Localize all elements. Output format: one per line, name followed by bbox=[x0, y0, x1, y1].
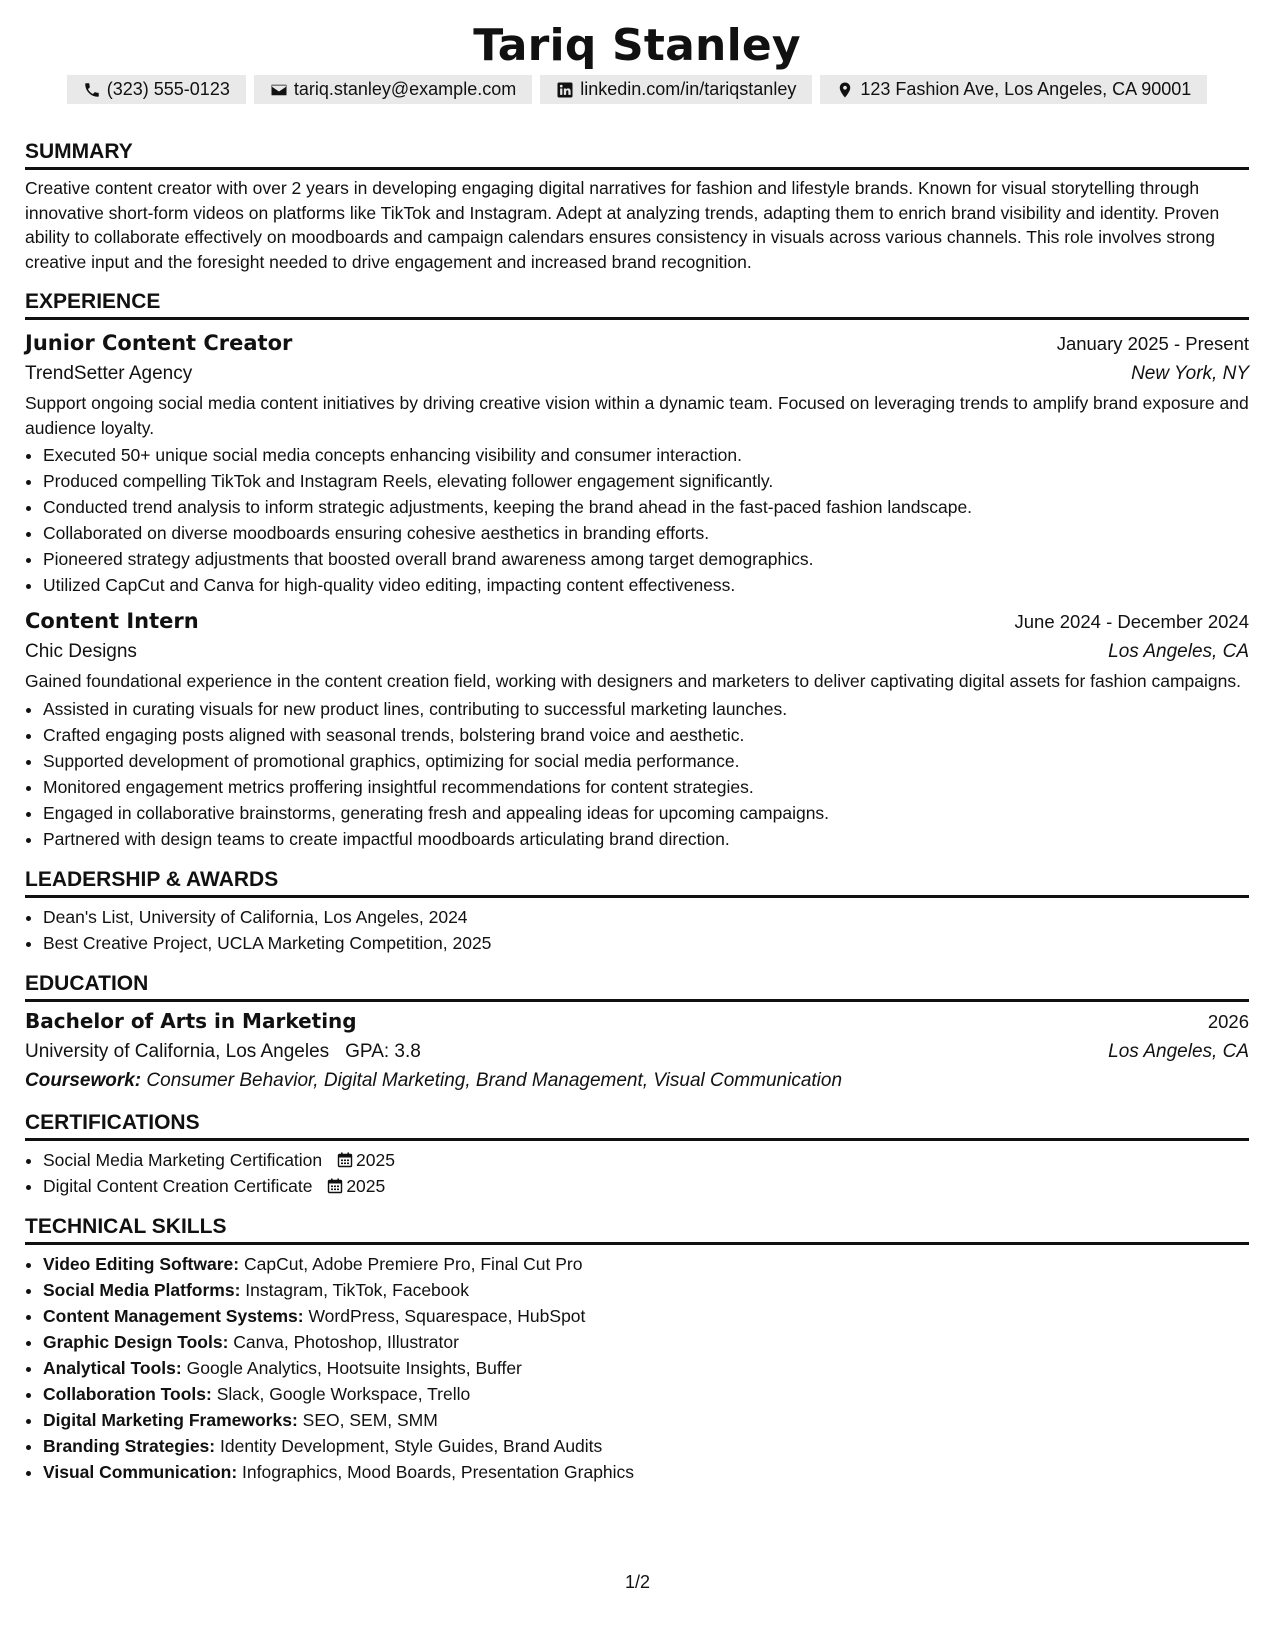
list-item: • Executed 50+ unique social media concepts enhancing visibility and consumer interaction. bbox=[43, 442, 1249, 468]
skill-value: Canva, Photoshop, Illustrator bbox=[233, 1331, 459, 1352]
coursework-label: Coursework: bbox=[25, 1069, 142, 1091]
contact-email[interactable] bbox=[254, 75, 532, 104]
phone-icon bbox=[83, 81, 101, 99]
calendar-icon bbox=[327, 1178, 343, 1194]
skill-value: Slack, Google Workspace, Trello bbox=[216, 1383, 471, 1404]
skill-value: Google Analytics, Hootsuite Insights, Buffer bbox=[186, 1357, 522, 1378]
skill-label: Social Media Platforms: bbox=[43, 1279, 241, 1300]
certifications-heading: CERTIFICATIONS bbox=[25, 1109, 1249, 1141]
list-item: • Crafted engaging posts aligned with seasonal trends, bolstering brand voice and aesthetic. bbox=[43, 722, 1249, 748]
list-item bbox=[43, 1303, 1249, 1329]
gpa: GPA: 3.8 bbox=[345, 1040, 421, 1062]
list-item: • Best Creative Project, UCLA Marketing Competition, 2025 bbox=[43, 930, 1249, 956]
email-icon bbox=[270, 81, 288, 99]
calendar-icon bbox=[337, 1152, 353, 1168]
list-item: • Supported development of promotional graphics, optimizing for social media performance. bbox=[43, 748, 1249, 774]
job-bullets bbox=[25, 696, 1249, 852]
degree-title: Bachelor of Arts in Marketing bbox=[25, 1008, 357, 1033]
school-name: University of California, Los Angeles bbox=[25, 1040, 330, 1062]
job-description: Support ongoing social media content initiatives by driving creative vision within a dynamic team. Focused on leveraging trends to amplify brand exposure and audience loyalty. bbox=[25, 393, 1249, 438]
summary-heading: SUMMARY bbox=[25, 138, 1249, 170]
list-item: • Assisted in curating visuals for new product lines, contributing to successful marketing launches. bbox=[43, 696, 1249, 722]
list-item bbox=[43, 1433, 1249, 1459]
skills-heading: TECHNICAL SKILLS bbox=[25, 1213, 1249, 1245]
page-number: 1/2 bbox=[624, 1572, 651, 1592]
awards-section bbox=[25, 866, 1249, 956]
list-item: • Produced compelling TikTok and Instagram Reels, elevating follower engagement significantly. bbox=[43, 468, 1249, 494]
job-entry bbox=[25, 328, 1249, 598]
candidate-name: Tariq Stanley bbox=[473, 20, 801, 71]
skill-value: CapCut, Adobe Premiere Pro, Final Cut Pro bbox=[243, 1253, 583, 1274]
contact-linkedin[interactable] bbox=[540, 75, 812, 104]
skill-label: Visual Communication: bbox=[43, 1461, 238, 1482]
skill-label: Video Editing Software: bbox=[43, 1253, 240, 1274]
coursework bbox=[25, 1067, 1249, 1095]
certification-year: 2025 bbox=[356, 1149, 395, 1170]
job-title: Content Intern bbox=[25, 609, 199, 633]
list-item: • Utilized CapCut and Canva for high-quality video editing, impacting content effectiveness. bbox=[43, 572, 1249, 598]
job-dates: January 2025 - Present bbox=[1056, 333, 1249, 354]
job-location: Los Angeles, CA bbox=[1108, 641, 1249, 662]
contact-phone-text: (323) 555-0123 bbox=[106, 79, 230, 99]
job-dates: June 2024 - December 2024 bbox=[1014, 611, 1249, 632]
contact-address bbox=[820, 75, 1207, 104]
skill-value: SEO, SEM, SMM bbox=[302, 1409, 438, 1430]
awards-heading: LEADERSHIP & AWARDS bbox=[25, 866, 1249, 898]
skill-value: Identity Development, Style Guides, Brand Audits bbox=[220, 1435, 603, 1456]
skill-label: Digital Marketing Frameworks: bbox=[43, 1409, 298, 1430]
skill-label: Content Management Systems: bbox=[43, 1305, 304, 1326]
job-description: Gained foundational experience in the content creation field, working with designers and marketers to deliver captivating digital assets for fashion campaigns. bbox=[25, 671, 1241, 691]
contact-address-text: 123 Fashion Ave, Los Angeles, CA 90001 bbox=[860, 79, 1192, 99]
list-item: • Monitored engagement metrics proffering insightful recommendations for content strategies. bbox=[43, 774, 1249, 800]
location-icon bbox=[836, 81, 854, 99]
skill-label: Branding Strategies: bbox=[43, 1435, 216, 1456]
job-entry bbox=[25, 606, 1249, 852]
list-item: • Engaged in collaborative brainstorms, generating fresh and appealing ideas for upcoming campaigns. bbox=[43, 800, 1249, 826]
list-item bbox=[43, 1407, 1249, 1433]
skill-label: Collaboration Tools: bbox=[43, 1383, 212, 1404]
job-company: TrendSetter Agency bbox=[25, 363, 193, 384]
linkedin-icon bbox=[556, 81, 574, 99]
summary-text: Creative content creator with over 2 years in developing engaging digital narratives for fashion and lifestyle brands. Known for visual storytelling through innovative short-form videos on platforms like TikTok and Instagram. Adept at analyzing trends, adapting them to enrich brand visibility and identity. Proven ability to collaborate effectively on moodboards and campaign calendars ensures consistency in visuals across various channels. This role involves strong creative input and the foresight needed to drive engagement and increased brand recognition. bbox=[25, 178, 1220, 272]
list-item bbox=[43, 1173, 1249, 1199]
contact-email-text: tariq.stanley@example.com bbox=[293, 79, 517, 99]
list-item bbox=[43, 1459, 1249, 1485]
education-section bbox=[25, 970, 1249, 1095]
skill-value: Infographics, Mood Boards, Presentation Graphics bbox=[242, 1461, 635, 1482]
list-item: • Pioneered strategy adjustments that boosted overall brand awareness among target demographics. bbox=[43, 546, 1249, 572]
resume-page bbox=[25, 20, 1249, 1485]
certification-name: Social Media Marketing Certification bbox=[43, 1149, 323, 1170]
contact-bar bbox=[25, 75, 1249, 104]
summary-section bbox=[25, 138, 1249, 274]
school-location: Los Angeles, CA bbox=[1108, 1040, 1249, 1062]
job-bullets bbox=[25, 442, 1249, 598]
awards-list bbox=[25, 904, 1249, 956]
list-item bbox=[43, 1355, 1249, 1381]
list-item bbox=[43, 1381, 1249, 1407]
list-item: • Partnered with design teams to create impactful moodboards articulating brand direction. bbox=[43, 826, 1249, 852]
list-item: • Collaborated on diverse moodboards ensuring cohesive aesthetics in branding efforts. bbox=[43, 520, 1249, 546]
list-item bbox=[43, 1147, 1249, 1173]
skill-label: Graphic Design Tools: bbox=[43, 1331, 229, 1352]
list-item: • Dean's List, University of California, Los Angeles, 2024 bbox=[43, 904, 1249, 930]
skill-value: WordPress, Squarespace, HubSpot bbox=[308, 1305, 586, 1326]
skills-section bbox=[25, 1213, 1249, 1485]
list-item bbox=[43, 1251, 1249, 1277]
certification-name: Digital Content Creation Certificate bbox=[43, 1175, 313, 1196]
skill-label: Analytical Tools: bbox=[43, 1357, 182, 1378]
contact-linkedin-text: linkedin.com/in/tariqstanley bbox=[580, 79, 797, 99]
certifications-list bbox=[25, 1147, 1249, 1199]
contact-phone[interactable] bbox=[67, 75, 246, 104]
certifications-section bbox=[25, 1109, 1249, 1199]
coursework-list: Consumer Behavior, Digital Marketing, Brand Management, Visual Communication bbox=[146, 1069, 843, 1091]
education-heading: EDUCATION bbox=[25, 970, 1249, 1002]
job-company: Chic Designs bbox=[25, 641, 137, 662]
experience-section bbox=[25, 288, 1249, 852]
list-item bbox=[43, 1329, 1249, 1355]
graduation-year: 2026 bbox=[1207, 1010, 1249, 1032]
skills-list bbox=[25, 1251, 1249, 1485]
job-title: Junior Content Creator bbox=[25, 331, 293, 355]
certification-year: 2025 bbox=[346, 1175, 386, 1196]
list-item: • Conducted trend analysis to inform strategic adjustments, keeping the brand ahead in the fast-paced fashion landscape. bbox=[43, 494, 1249, 520]
list-item bbox=[43, 1277, 1249, 1303]
skill-value: Instagram, TikTok, Facebook bbox=[245, 1279, 470, 1300]
job-location: New York, NY bbox=[1131, 363, 1249, 384]
experience-heading: EXPERIENCE bbox=[25, 288, 1249, 320]
